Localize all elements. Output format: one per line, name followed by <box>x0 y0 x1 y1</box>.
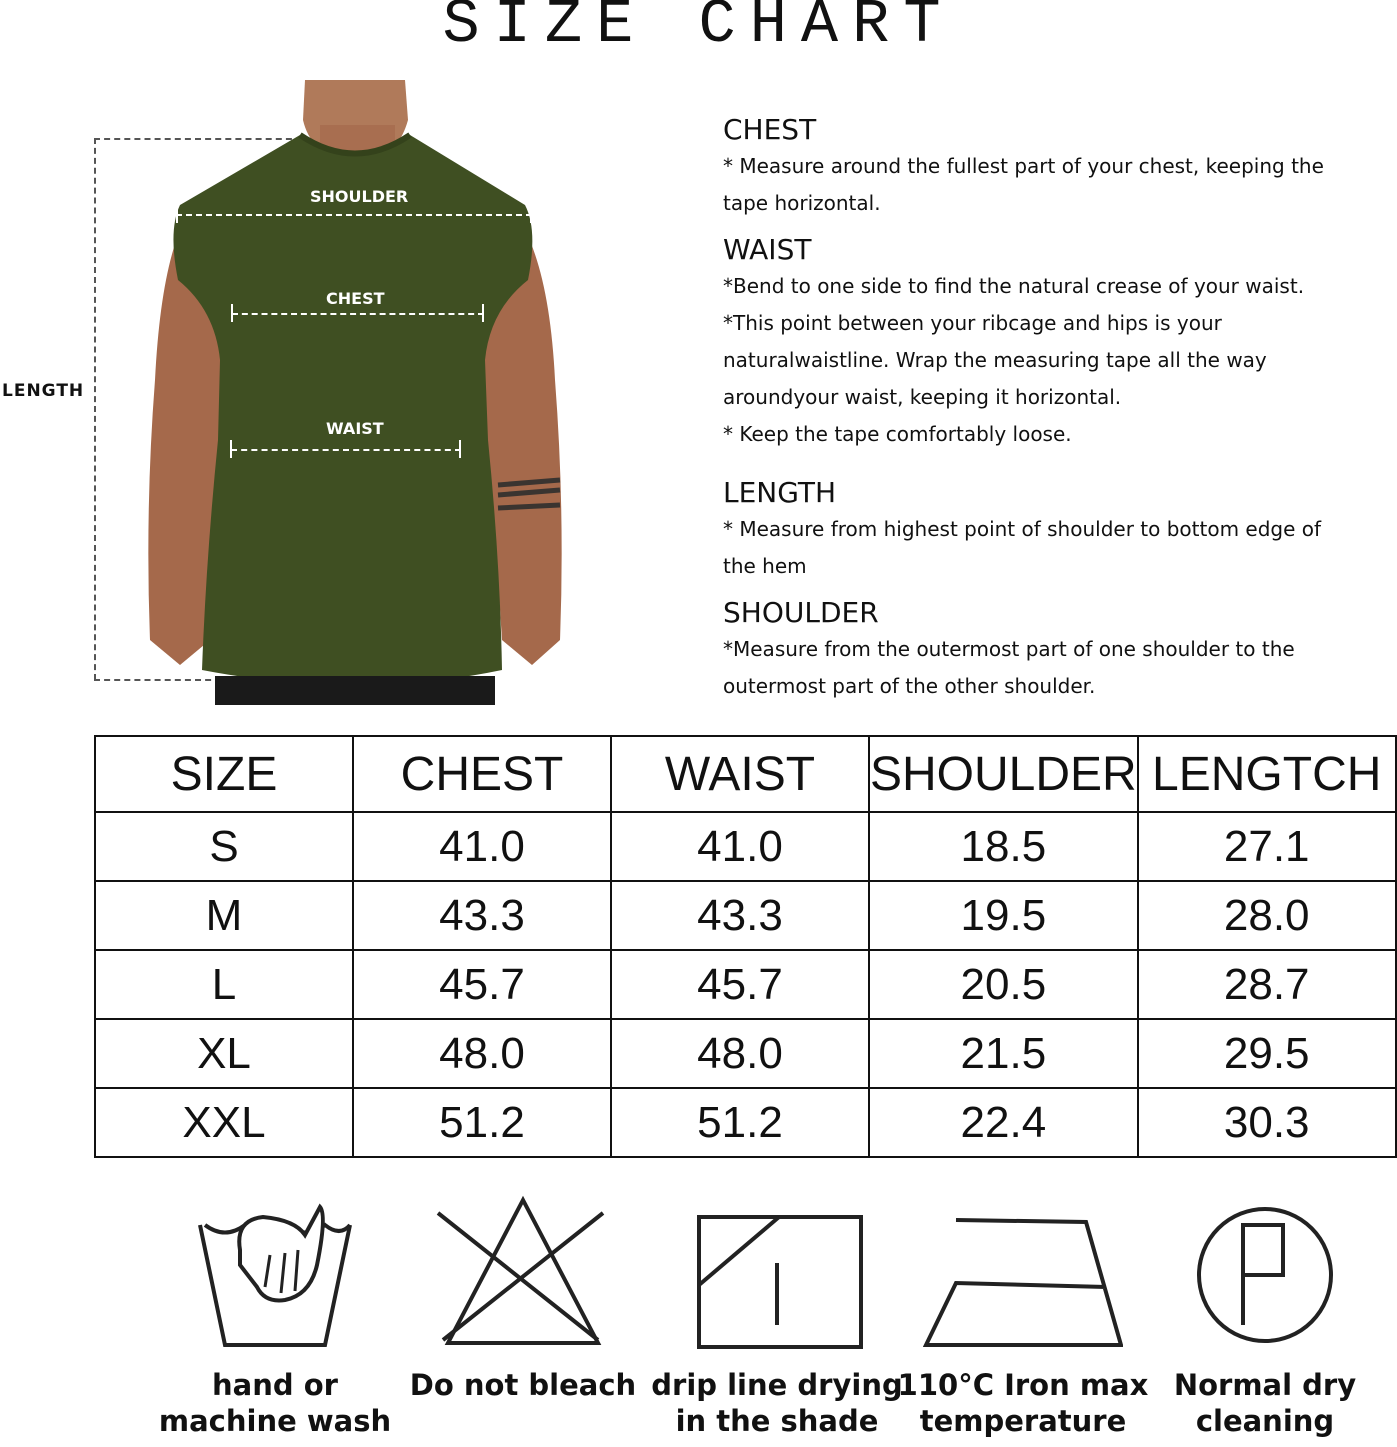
table-row <box>95 950 1396 1019</box>
table-cell: 41.0 <box>611 812 869 881</box>
table-row <box>95 1019 1396 1088</box>
care-label: Normal dry <box>1173 1368 1357 1402</box>
care-item-hand-wash <box>145 1195 405 1439</box>
table-cell: XXL <box>95 1088 353 1157</box>
instruction-line: naturalwaistline. Wrap the measuring tape all the way <box>723 348 1267 372</box>
waist-measure-line <box>231 449 461 451</box>
instruction-line: the hem <box>723 554 807 578</box>
length-guide-line <box>94 138 96 680</box>
column-header-chest: CHEST <box>353 736 611 812</box>
table-row <box>95 881 1396 950</box>
care-label: 110°C Iron max <box>897 1368 1149 1402</box>
shoulder-measure-line <box>176 214 532 216</box>
table-cell: 20.5 <box>869 950 1138 1019</box>
instruction-heading: LENGTH <box>723 476 837 509</box>
table-cell: 28.7 <box>1138 950 1396 1019</box>
iron-icon <box>923 1195 1123 1355</box>
table-cell: 43.3 <box>611 881 869 950</box>
table-cell: 48.0 <box>353 1019 611 1088</box>
instruction-line: *Bend to one side to find the natural crease of your waist. <box>723 274 1305 298</box>
model-tank-top-illustration <box>140 80 565 705</box>
table-cell: 19.5 <box>869 881 1138 950</box>
instruction-heading: WAIST <box>723 233 812 266</box>
hand-wash-icon <box>185 1195 365 1355</box>
table-cell: 29.5 <box>1138 1019 1396 1088</box>
table-cell: 45.7 <box>353 950 611 1019</box>
measurement-instructions <box>723 112 1393 705</box>
table-cell: 30.3 <box>1138 1088 1396 1157</box>
drip-dry-shade-icon <box>687 1195 867 1355</box>
column-header-length: LENGTCH <box>1138 736 1396 812</box>
table-cell: 43.3 <box>353 881 611 950</box>
instruction-line: outermost part of the other shoulder. <box>723 674 1096 698</box>
table-row <box>95 1088 1396 1157</box>
care-item-drip-dry <box>647 1195 907 1439</box>
shoulder-tick-left <box>176 205 178 223</box>
care-item-no-bleach <box>393 1195 653 1403</box>
chest-tick-right <box>482 304 484 322</box>
table-cell: M <box>95 881 353 950</box>
length-label: LENGTH <box>2 381 85 401</box>
column-header-size: SIZE <box>95 736 353 812</box>
care-item-dry-clean <box>1135 1195 1395 1439</box>
table-cell: XL <box>95 1019 353 1088</box>
shoulder-label: SHOULDER <box>310 187 409 206</box>
waist-label: WAIST <box>326 419 384 438</box>
table-cell: S <box>95 812 353 881</box>
care-label: hand or <box>212 1368 338 1402</box>
table-cell: 45.7 <box>611 950 869 1019</box>
dry-clean-icon <box>1175 1195 1355 1355</box>
chest-label: CHEST <box>326 289 385 308</box>
table-cell: 22.4 <box>869 1088 1138 1157</box>
instruction-chest <box>723 112 1393 222</box>
table-cell: 48.0 <box>611 1019 869 1088</box>
instruction-waist <box>723 232 1393 453</box>
instruction-line: tape horizontal. <box>723 191 881 215</box>
instruction-line: * Measure from highest point of shoulder to bottom edge of <box>723 517 1322 541</box>
no-bleach-icon <box>433 1195 613 1355</box>
table-cell: 21.5 <box>869 1019 1138 1088</box>
table-cell: 27.1 <box>1138 812 1396 881</box>
care-label: Do not bleach <box>409 1368 637 1402</box>
care-label: machine wash <box>158 1404 392 1438</box>
care-label: temperature <box>919 1404 1127 1438</box>
instruction-line: *Measure from the outermost part of one shoulder to the <box>723 637 1295 661</box>
instruction-heading: CHEST <box>723 113 817 146</box>
table-cell: 41.0 <box>353 812 611 881</box>
chest-measure-line <box>232 313 484 315</box>
waist-tick-right <box>459 440 461 458</box>
waist-tick-left <box>230 440 232 458</box>
table-header-row <box>95 736 1396 812</box>
care-label: cleaning <box>1195 1404 1335 1438</box>
column-header-shoulder: SHOULDER <box>869 736 1138 812</box>
chest-tick-left <box>231 304 233 322</box>
page-title: SIZE CHART <box>442 0 955 60</box>
instruction-shoulder <box>723 595 1393 705</box>
care-item-iron <box>893 1195 1153 1439</box>
table-cell: 28.0 <box>1138 881 1396 950</box>
table-row <box>95 812 1396 881</box>
table-cell: L <box>95 950 353 1019</box>
instruction-line: * Keep the tape comfortably loose. <box>723 422 1072 446</box>
care-label: in the shade <box>675 1404 879 1438</box>
table-cell: 51.2 <box>611 1088 869 1157</box>
instruction-line: * Measure around the fullest part of your chest, keeping the <box>723 154 1324 178</box>
care-label: drip line drying <box>651 1368 903 1402</box>
instruction-line: aroundyour waist, keeping it horizontal. <box>723 385 1122 409</box>
table-cell: 51.2 <box>353 1088 611 1157</box>
instruction-length <box>723 475 1393 585</box>
instruction-heading: SHOULDER <box>723 596 879 629</box>
instruction-line: *This point between your ribcage and hips is your <box>723 311 1222 335</box>
size-table <box>94 735 1397 1158</box>
column-header-waist: WAIST <box>611 736 869 812</box>
table-cell: 18.5 <box>869 812 1138 881</box>
shoulder-tick-right <box>530 205 532 223</box>
